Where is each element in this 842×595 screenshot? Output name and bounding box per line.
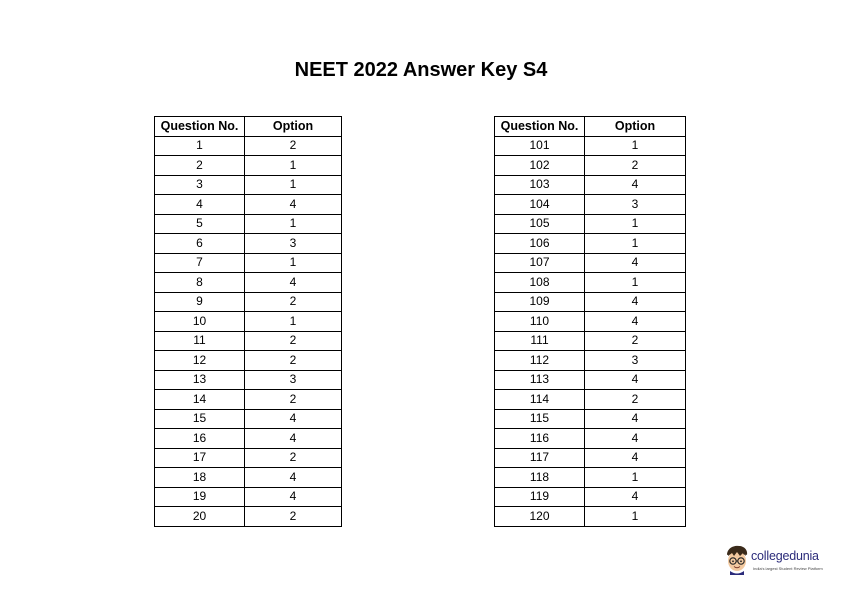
- question-number-cell: 107: [495, 253, 585, 273]
- table-row: [155, 429, 342, 449]
- question-number-cell: 110: [495, 312, 585, 332]
- question-number-cell: 114: [495, 390, 585, 410]
- question-number-cell: 4: [155, 195, 245, 215]
- option-cell: 1: [245, 156, 342, 176]
- option-cell: 4: [585, 253, 686, 273]
- question-number-cell: 118: [495, 468, 585, 488]
- table-row: [495, 214, 686, 234]
- option-cell: 1: [245, 312, 342, 332]
- column-header-question: Question No.: [495, 117, 585, 137]
- option-cell: 2: [245, 507, 342, 527]
- option-cell: 4: [585, 370, 686, 390]
- question-number-cell: 14: [155, 390, 245, 410]
- question-number-cell: 5: [155, 214, 245, 234]
- table-header-row: [155, 117, 342, 137]
- option-cell: 4: [245, 273, 342, 293]
- brand-name: collegedunia: [751, 549, 819, 563]
- question-number-cell: 13: [155, 370, 245, 390]
- table-row: [155, 331, 342, 351]
- brand-tagline: India's largest Student Review Platform: [753, 566, 823, 571]
- option-cell: 2: [245, 331, 342, 351]
- option-cell: 4: [585, 312, 686, 332]
- question-number-cell: 11: [155, 331, 245, 351]
- table-row: [495, 195, 686, 215]
- option-cell: 2: [245, 448, 342, 468]
- table-row: [495, 468, 686, 488]
- question-number-cell: 15: [155, 409, 245, 429]
- question-number-cell: 103: [495, 175, 585, 195]
- question-number-cell: 2: [155, 156, 245, 176]
- table-row: [495, 351, 686, 371]
- option-cell: 1: [585, 507, 686, 527]
- table-row: [155, 156, 342, 176]
- question-number-cell: 120: [495, 507, 585, 527]
- option-cell: 4: [245, 195, 342, 215]
- question-number-cell: 3: [155, 175, 245, 195]
- option-cell: 2: [245, 351, 342, 371]
- question-number-cell: 101: [495, 136, 585, 156]
- table-row: [495, 273, 686, 293]
- option-cell: 1: [585, 214, 686, 234]
- table-row: [155, 390, 342, 410]
- answer-table-left-body: [155, 136, 342, 526]
- option-cell: 2: [245, 292, 342, 312]
- table-row: [495, 312, 686, 332]
- option-cell: 1: [245, 175, 342, 195]
- option-cell: 2: [585, 390, 686, 410]
- table-row: [495, 331, 686, 351]
- question-number-cell: 16: [155, 429, 245, 449]
- option-cell: 4: [585, 487, 686, 507]
- question-number-cell: 115: [495, 409, 585, 429]
- table-row: [495, 234, 686, 254]
- question-number-cell: 113: [495, 370, 585, 390]
- option-cell: 3: [245, 234, 342, 254]
- table-row: [155, 214, 342, 234]
- table-row: [495, 175, 686, 195]
- column-header-option: Option: [245, 117, 342, 137]
- table-row: [495, 370, 686, 390]
- option-cell: 4: [585, 409, 686, 429]
- option-cell: 2: [245, 136, 342, 156]
- table-row: [495, 156, 686, 176]
- question-number-cell: 112: [495, 351, 585, 371]
- table-row: [495, 253, 686, 273]
- question-number-cell: 10: [155, 312, 245, 332]
- question-number-cell: 19: [155, 487, 245, 507]
- table-row: [155, 468, 342, 488]
- option-cell: 1: [245, 214, 342, 234]
- table-row: [495, 390, 686, 410]
- question-number-cell: 106: [495, 234, 585, 254]
- table-row: [155, 351, 342, 371]
- table-row: [155, 175, 342, 195]
- table-row: [155, 487, 342, 507]
- table-row: [155, 195, 342, 215]
- table-row: [495, 429, 686, 449]
- question-number-cell: 8: [155, 273, 245, 293]
- option-cell: 4: [585, 448, 686, 468]
- option-cell: 4: [245, 468, 342, 488]
- option-cell: 1: [585, 273, 686, 293]
- table-row: [495, 409, 686, 429]
- option-cell: 4: [585, 175, 686, 195]
- question-number-cell: 7: [155, 253, 245, 273]
- page-title: NEET 2022 Answer Key S4: [294, 59, 548, 81]
- table-row: [155, 448, 342, 468]
- option-cell: 2: [585, 331, 686, 351]
- question-number-cell: 18: [155, 468, 245, 488]
- option-cell: 3: [585, 351, 686, 371]
- table-row: [155, 370, 342, 390]
- table-row: [495, 507, 686, 527]
- option-cell: 1: [245, 253, 342, 273]
- question-number-cell: 102: [495, 156, 585, 176]
- question-number-cell: 9: [155, 292, 245, 312]
- option-cell: 3: [585, 195, 686, 215]
- question-number-cell: 17: [155, 448, 245, 468]
- table-row: [495, 448, 686, 468]
- table-row: [155, 409, 342, 429]
- question-number-cell: 109: [495, 292, 585, 312]
- question-number-cell: 12: [155, 351, 245, 371]
- table-header-row: [495, 117, 686, 137]
- option-cell: 4: [245, 409, 342, 429]
- question-number-cell: 119: [495, 487, 585, 507]
- option-cell: 4: [245, 487, 342, 507]
- answer-table-right-body: [495, 136, 686, 526]
- question-number-cell: 117: [495, 448, 585, 468]
- table-row: [155, 234, 342, 254]
- option-cell: 4: [245, 429, 342, 449]
- table-row: [155, 253, 342, 273]
- table-row: [155, 136, 342, 156]
- option-cell: 1: [585, 234, 686, 254]
- table-row: [155, 292, 342, 312]
- table-row: [155, 273, 342, 293]
- table-row: [155, 507, 342, 527]
- student-mascot-icon: [724, 545, 750, 575]
- question-number-cell: 20: [155, 507, 245, 527]
- question-number-cell: 104: [495, 195, 585, 215]
- option-cell: 2: [585, 156, 686, 176]
- table-row: [495, 292, 686, 312]
- question-number-cell: 116: [495, 429, 585, 449]
- option-cell: 3: [245, 370, 342, 390]
- column-header-question: Question No.: [155, 117, 245, 137]
- question-number-cell: 105: [495, 214, 585, 234]
- question-number-cell: 108: [495, 273, 585, 293]
- option-cell: 4: [585, 429, 686, 449]
- question-number-cell: 111: [495, 331, 585, 351]
- brand-logo: [724, 545, 836, 577]
- option-cell: 1: [585, 136, 686, 156]
- option-cell: 2: [245, 390, 342, 410]
- question-number-cell: 1: [155, 136, 245, 156]
- column-header-option: Option: [585, 117, 686, 137]
- table-row: [495, 136, 686, 156]
- question-number-cell: 6: [155, 234, 245, 254]
- table-row: [495, 487, 686, 507]
- answer-table-left: [154, 116, 342, 527]
- option-cell: 1: [585, 468, 686, 488]
- answer-table-right: [494, 116, 686, 527]
- table-row: [155, 312, 342, 332]
- option-cell: 4: [585, 292, 686, 312]
